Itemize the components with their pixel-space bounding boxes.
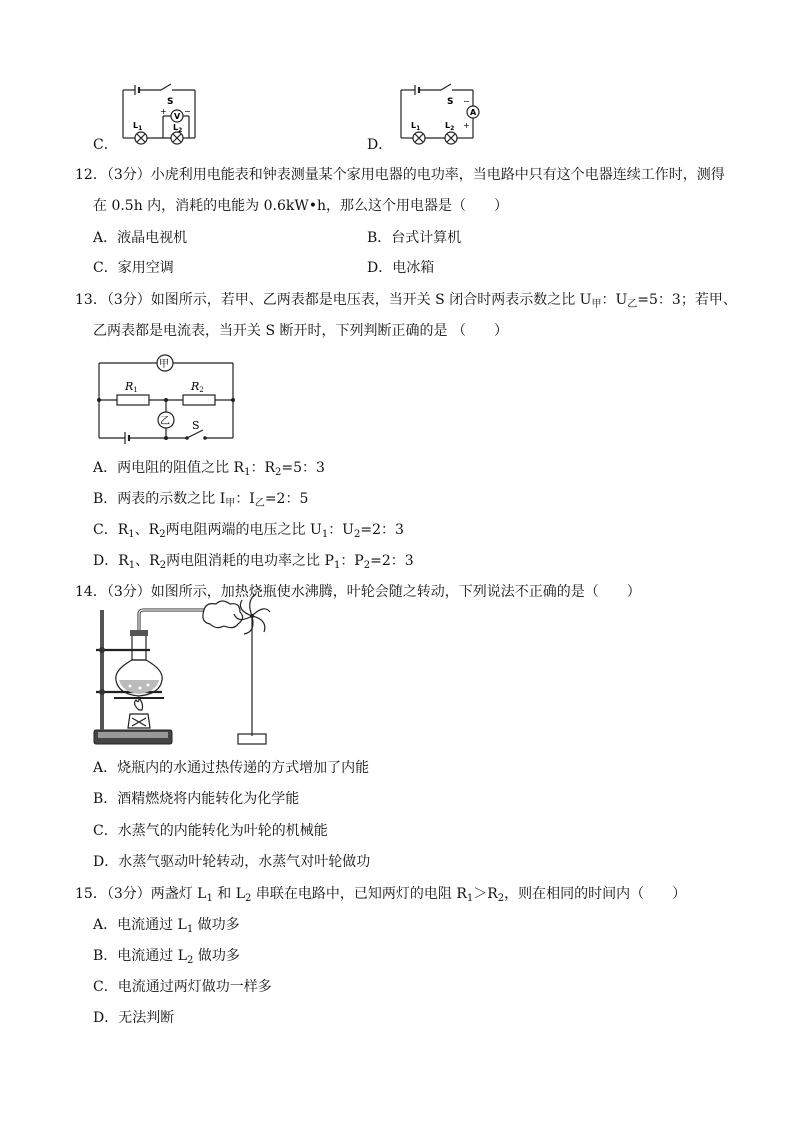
q15-option-a: A．电流通过 $L_1$ 做功多: [93, 917, 240, 935]
q11-circuit-diagram-d: [393, 80, 483, 148]
q14-option-d: D．水蒸气驱动叶轮转动，水蒸气对叶轮做功: [93, 854, 371, 870]
q12-stem-line-1: 12．（3分）小虎利用电能表和钟表测量某个家用电器的电功率，当电路中只有这个电器连续工作时，测得: [75, 167, 725, 183]
q11-circuit-diagram-c: [115, 80, 205, 148]
q12-option-c: C．家用空调: [93, 260, 174, 276]
voltmeter-label: V: [174, 112, 181, 121]
svg-text:L2: $L_2$: [173, 123, 183, 134]
q15-option-c: C．电流通过两灯做功一样多: [93, 979, 272, 995]
svg-text:L2: $L_2$: [445, 121, 455, 132]
q12-option-a: A．液晶电视机: [93, 230, 188, 246]
svg-text:+: +: [160, 107, 167, 116]
switch-icon: [161, 84, 171, 90]
q12-option-d: D．电冰箱: [367, 260, 435, 276]
switch-label: S: [167, 97, 174, 107]
q14-flask-apparatus-diagram: [92, 606, 292, 750]
q14-option-c: C．水蒸气的内能转化为叶轮的机械能: [93, 823, 328, 839]
q15-stem: 15．（3分）两盏灯 $L_1$ 和 $L_2$ 串联在电路中，已知两灯的电阻 $R_1>R_2$，则在相同的时间内（ ）: [75, 886, 687, 904]
svg-text:L1: $L_1$: [411, 121, 421, 132]
resistor-r1-icon: [117, 395, 149, 405]
q14-stem: 14．（3分）如图所示，加热烧瓶使水沸腾，叶轮会随之转动，下列说法不正确的是（ ）: [75, 584, 641, 600]
svg-text:−: −: [463, 97, 470, 106]
ammeter-label: A: [470, 108, 477, 117]
svg-text:R2: R2: [191, 380, 204, 394]
svg-text:+: +: [463, 121, 470, 130]
switch-icon: [441, 84, 451, 90]
q12-option-b: B．台式计算机: [367, 230, 462, 246]
q13-option-c: C．$R_1$、$R_2$两电阻两端的电压之比 $U_1$：$U_2=2$：3: [93, 522, 404, 540]
q13-option-d: D．$R_1$、$R_2$两电阻消耗的电功率之比 $P_1$：$P_2=2$：3: [93, 553, 414, 571]
switch-label: S: [192, 419, 200, 432]
q13-circuit-diagram: [95, 350, 240, 442]
q12-stem-line-2: 在 0.5h 内，消耗的电能为 0.6kW•h，那么这个用电器是（ ）: [93, 198, 509, 214]
meter-jia-label: 甲: [159, 359, 169, 370]
svg-text:L1: $L_1$: [133, 121, 143, 132]
q13-stem-line-1: 13．（3分）如图所示，若甲、乙两表都是电压表，当开关 S 闭合时两表示数之比 $U_甲$：$U_乙=5$：3；若甲、: [75, 292, 737, 310]
q11-option-c-label: C．: [93, 137, 118, 153]
svg-text:R1: R1: [125, 380, 138, 394]
q15-option-b: B．电流通过 $L_2$ 做功多: [93, 948, 240, 966]
q13-stem-line-2: 乙两表都是电流表，当开关 S 断开时，下列判断正确的是 （ ）: [93, 323, 508, 339]
resistor-r2-icon: [183, 395, 215, 405]
meter-yi-label: 乙: [160, 416, 170, 427]
q13-option-a: A．两电阻的阻值之比 $R_1$：$R_2=5$：3: [93, 460, 325, 478]
q14-option-b: B．酒精燃烧将内能转化为化学能: [93, 791, 300, 807]
svg-text:−: −: [184, 107, 191, 116]
q11-option-d-label: D．: [367, 137, 393, 153]
q14-option-a: A．烧瓶内的水通过热传递的方式增加了内能: [93, 760, 370, 776]
q13-option-b: B．两表的示数之比 $I_甲$：$I_乙=2$：5: [93, 491, 309, 509]
q15-option-d: D．无法判断: [93, 1010, 175, 1026]
switch-label: S: [447, 97, 454, 107]
